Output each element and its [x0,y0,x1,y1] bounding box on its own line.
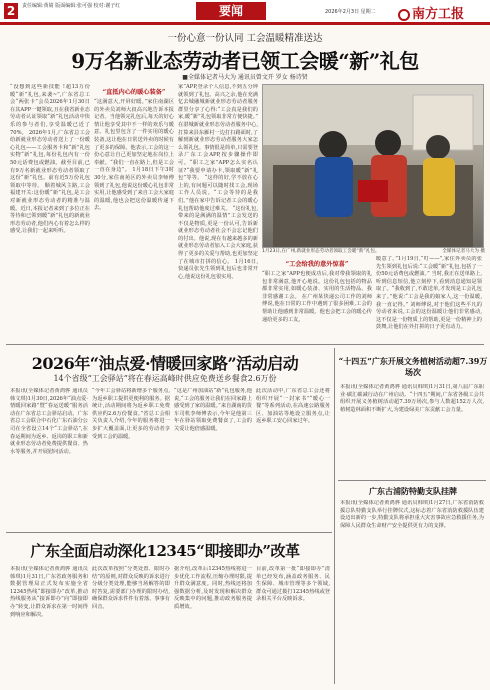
third-column-2 [92,566,170,686]
lead-column-2 [94,84,174,340]
logo-text: 南方工报 [412,7,465,22]
lead-body-1: “没想到这些新技能 !超13万份暖“新”礼包,来袭~”,广东省总工会“两张卡”会员2026年1月30日在其APP一键领取,且在我省新业态劳动者认证领取“新”礼包活动中快乐的参与者们,享受温暖已近了70%。 2026年1月,广东省总工会给新就业形态劳动者送上了一份暖心礼包——工会服务卡和“新”礼包实物“新”礼包,每份礼包内有一份50元话费包或燃油。截至目前,已有9万名新就业形态劳动者领取了这份“新”礼包。前有近5万份礼包领取中等待。 顺着城风主路,工会福建开关:这份暖“新”礼包,是工会对新就业形态劳动者的精准与温暖。近日,本报记者来到了多位正在等待和已领到暖“新”礼包的新就业形态劳动者,他们内心有着怎么样的感受,让我们一起来听听。 [10,84,90,235]
second-column-1 [10,388,88,528]
third-body-2: 此次改革按照“分类处置、限时办结”的原则,对群众反映的诉求进行分级分类处理,能够当场解答的即时答复,需要部门办理的限时办结,确保群众诉求件件有着落、事事有回音。 [92,566,170,610]
side2-body: 本报讯(全媒体记者黄鸿骅 通讯员韩琪)1月27日,广东省消防救援总队特勤支队举行挂牌仪式,这标志着广东省消防救援队伍建设迈出新的一步,特勤支队将承担重大灾害事故应急救援任务,为保障人民群众生命财产安全提供更有力的支撑。 [340,500,484,529]
divider-line [6,344,484,345]
column-divider [334,348,335,684]
lead-body-3: 家“APP,登录个人信息,不到五分钟就领到了礼包。高兴之余,他在充满忆去城融城新就业形态劳动者服务群里分享了心得:“工会真是我们的家,暖“新”礼包领取非常方便快捷。” 在湛城新就业形态劳动者服务中心,打算来县东雁村一边打扫路面时,了解到新就业形态劳动者服务大家怎么领礼包。事情很是简单,只需要登录广东工会APP,按步骤操作即可。“职工之家”APP怎么实名认证?“我要申请办卡,领取暖“新”礼包”等等。 “这样的好,学不放在心上的,有问题可以随时找工会,现场工作人员说。“工会等待的是我们。”他在家中告诉记者工会的暖心礼包帮助他度过难关。 [178,84,258,212]
side1-body: 本报讯(全媒体记者黄鸿骅 通讯员韩琪)1月31日,第八届广东职业·碳汇碳减行动在广州启动。“十四五”期间,广东省各级工会共组织开展义务植树活动超7.39万场次,参与人数超152万人次,植树造林面积不断扩大,为建设绿美广东贡献工会力量。 [340,384,484,413]
lead-column-5 [262,256,372,342]
third-body-1: 本报讯(全媒体记者黄鸿骅 通讯员韩琪)1月31日,广东省政务服务和数据管理局正式发布实施全省12345热线“即接即办”改革,推动热线服务从“接诉即办”向“即接即办”转变,让群众诉求在第一时间得到响应和解决。 [10,566,88,618]
lead-body-2: “这满意大,开屏好暖。”家住南湖区的外卖员刘师大叔高兴地告诉本报记者。当他领完礼包后,每天的好心情让他享受其中不一样的欢乐与暖意。礼包里包含了一件实用的暖心装备,这让他在日常送外卖的时候有了更多的保障。他表示,工会的这一份心意让自己更加坚定地在岗位上奉献。“我们一直在路上,但是工会一直在身边”。 1月18日下午3时30分,家住南苑区的外卖员李师傅领到了礼包,他说这份暖心礼包非常实用,让他感受到了来自工会大家庭的温暖,他也会把这份温暖传递下去。 [94,99,174,212]
newspaper-logo [398,3,464,22]
photo-caption-text: 1月23日,在广州,新就业形态劳动者领取工会暖“新”礼包。 [262,249,380,254]
page-number: 2 [4,3,18,19]
second-subheadline: 14个省级“工会驿站”将在春运高峰时供应免费送乡餐食2.6万份 [53,374,277,383]
issue-date: 2026年2月3日 星期二 [325,9,376,15]
lead-column-3 [178,84,258,340]
side-divider [338,480,486,481]
editors-line: 责任编辑:黄婧 版面编辑:张可强 校对:谢子红 [22,3,121,9]
side1-headline: “十四五”广东开展文务植树活动超7.39万场次 [338,356,488,377]
masthead-bar [0,0,490,25]
lead-column-6 [376,256,482,342]
section-title: 要闻 [196,2,266,20]
second-column-2 [92,388,170,528]
lead-kicker: 一份心意一份认同 工会温暖精准送达 [167,33,323,44]
lead-byline: ■全媒体记者马大为 通讯员曾文开 罗女 杨诗贤 [182,74,308,81]
lead-body-4: “这份礼包,带来的是满满的温情”工会发送的不仅是物质,更是一份认可,告诉新就业形态劳动者社会不会忘记他们的付出。他说,现在有越来越多的新就业形态劳动者加入工会大家庭,获得了更多的关爱与帮助,也更加坚定了在城市打拼的信心。 1月16日,快递员张先生领到礼包后也非常开心,他说这份礼包很实用。 [178,205,258,280]
side2-column [340,500,484,684]
side2-headline: 广东古浦防特勤支队挂牌 [369,486,457,496]
lead-headline: 9万名新业态劳动者已领工会暖“新”礼包 [71,49,419,73]
side1-column [340,384,484,476]
lead-body-6: 暖意了。”1月19日,“叮——”,家住外卖员的张先生领到礼包后说:“工会暖“新”礼包,包括了一份50元话费包或燃油。” 当时,我正在送单路上,听到信息短信,他立刻停下,看到消息通知是领取了。“我收到了,不敢送单,才发现是工会礼包来了。”他说:“工会是我的娘家人,这一份温暖,我一直记得。” 刘师傅说,对于他们这些平凡的劳动者来说,工会的这份温暖让他们非常感动,这不仅是一份物质上的帮助,更是一份精神上的鼓舞,让他们在外打拼的日子更有动力。 [376,256,482,331]
logo-icon [398,9,410,21]
third-headline: 广东全面启动深化12345“即接即办”改革 [30,542,300,560]
lead-body-5: “职工之家”APP也便成功后,我对带我领取的礼包非常满意,他开心地说。这份礼包包括的物品都非常实用,如暖心装备、实用的生活物品。我非常感谢工会。 在广州某快递公司工作的刘师傅说,他在日常的工作中遇到了很多困难,工会的帮助让他感到非常温暖。他也会把工会的暖心传递给更多的工友。 [262,271,372,323]
lead-subhead-1: “直抵内心的暖心装备” [102,89,166,96]
third-body-3: 据介绍,改革后12345热线将进一步优化工作流程,压缩办理时限,提升群众满意度。同时,热线还将加强数据分析,及时发现和解决群众反映集中的问题,推动政务服务提质增效。 [174,566,252,610]
second-body-3: “这是广州加油站“新”礼包服务,他说,“工会的服务让我们在回家路上感受到了家的温暖。”来自湖南的货车司机李师傅表示,今年是他第三年在驿站领取免费餐食了,工会的关爱让他倍感温暖。 [174,388,252,432]
lead-photo [262,84,484,248]
second-body-1: 本报讯(全媒体记者黄鸿骅 通讯员韩文琪)1月30日,2026年“油点爱·情暖回家路”暨“春运送暖”服务活动在广东省总工会驿站启动。广东省总工会联合中石化广东石油分公司在全省设立14个“工会驿站”,在春运期间为返乡、返岗的职工和新就业形态劳动者免费提供餐食、热水等服务,并开展慰问活动。 [10,388,88,455]
second-body-2: “今年工会驿站将新增多个服务点,为返乡职工提供更便利的服务。据统计,活动期间将为返乡职工免费供应约2.6万份餐食。”省总工会相关负责人介绍,今年的服务将进一步扩大覆盖面,让更多的劳动者享受到工会的温暖。 [92,388,170,440]
divider-line-2 [6,532,332,533]
lead-photo-image [263,85,483,247]
lead-column-1 [10,84,90,340]
third-column-1 [10,566,88,686]
third-body-4: 目前,改革第一批“即接即办”清单已经发布,涵盖政务服务、民生保障、城市管理等多个领域,群众可通过拨打12345热线或登录相关平台反映诉求。 [256,566,330,603]
lead-subhead-2: “工会给我的意外惊喜” [285,261,349,268]
third-column-4 [256,566,330,686]
third-column-3 [174,566,252,686]
second-column-3 [174,388,252,528]
second-column-4 [256,388,330,528]
second-headline: 2026年“油点爱·情暖回家路”活动启动 [31,354,299,373]
photo-credit: 全媒体记者马大为 摄 [442,249,485,254]
second-body-4: 此次活动中,广东省总工会还将组织开展“一封家书”“暖心一餐”等系列活动,在高速公路服务区、加油站等地设立服务点,让返乡职工安心回家过年。 [256,388,330,425]
